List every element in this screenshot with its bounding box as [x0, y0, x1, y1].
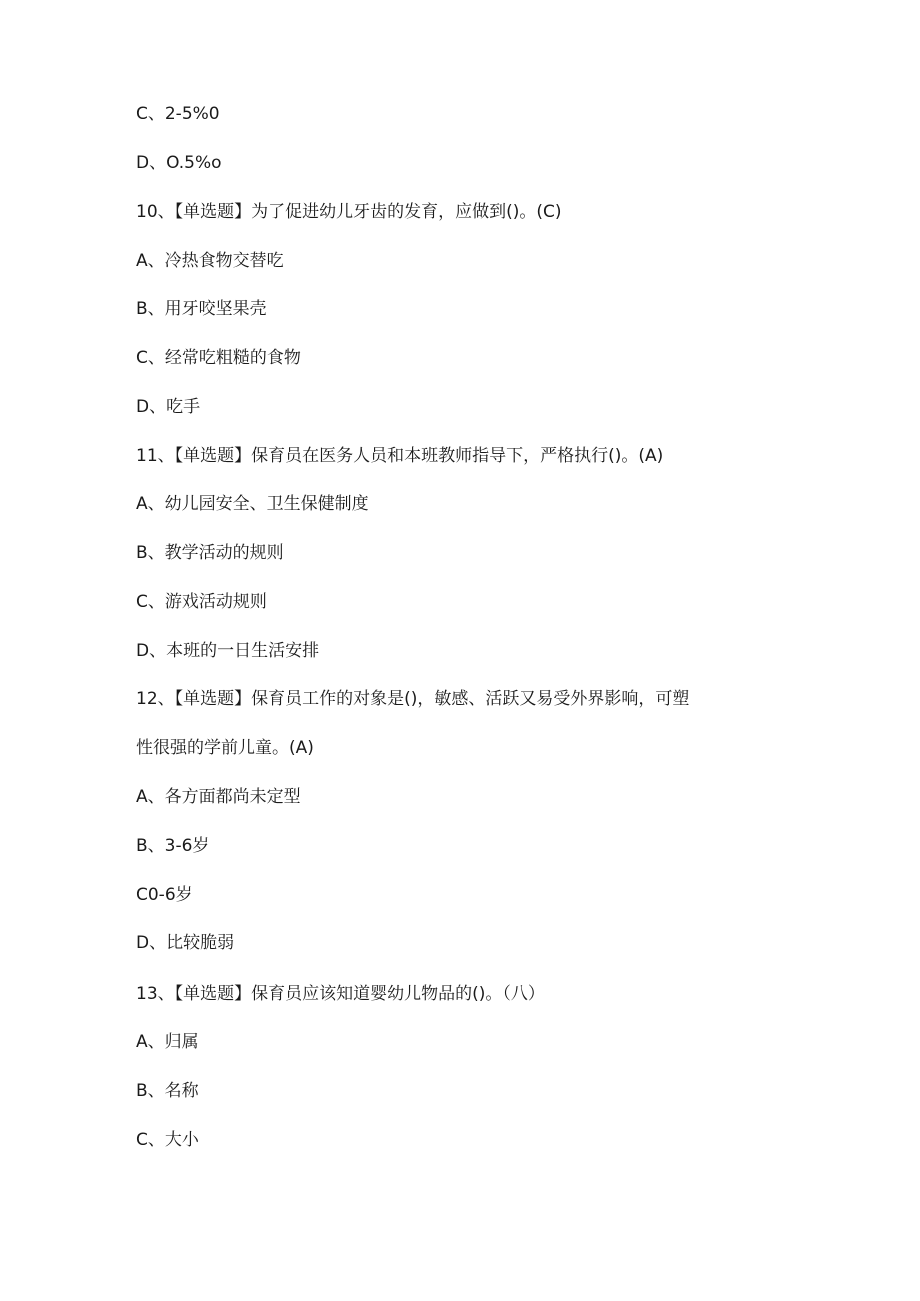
option-b-q12: B、3-6岁 [136, 836, 210, 856]
question-12-line-1: 12、【单选题】保育员工作的对象是()，敏感、活跃又易受外界影响，可塑 [136, 689, 690, 709]
option-a-q10: A、冷热食物交替吃 [136, 251, 284, 271]
option-a-q11: A、幼儿园安全、卫生保健制度 [136, 494, 369, 514]
option-b-q13: B、名称 [136, 1081, 199, 1101]
option-a-q12: A、各方面都尚未定型 [136, 787, 301, 807]
option-d-q10: D、吃手 [136, 397, 201, 417]
option-a-q13: A、归属 [136, 1032, 199, 1052]
option-b-q10: B、用牙咬坚果壳 [136, 299, 267, 319]
option-c-q13: C、大小 [136, 1130, 199, 1150]
option-c-q11: C、游戏活动规则 [136, 592, 267, 612]
question-13: 13、【单选题】保育员应该知道婴幼儿物品的()。（八） [136, 984, 545, 1004]
option-c-q10: C、经常吃粗糙的食物 [136, 348, 301, 368]
option-c-q12: C0-6岁 [136, 885, 193, 905]
option-d-q11: D、本班的一日生活安排 [136, 641, 320, 661]
option-d-q12: D、比较脆弱 [136, 933, 235, 953]
option-c-q9: C、2-5%0 [136, 104, 220, 124]
question-12-line-2: 性很强的学前儿童。(A) [136, 738, 314, 758]
option-d-q9: D、O.5%o [136, 153, 222, 173]
question-10: 10、【单选题】为了促进幼儿牙齿的发育，应做到()。(C) [136, 202, 562, 222]
question-11: 11、【单选题】保育员在医务人员和本班教师指导下，严格执行()。(A) [136, 446, 664, 466]
option-b-q11: B、教学活动的规则 [136, 543, 284, 563]
